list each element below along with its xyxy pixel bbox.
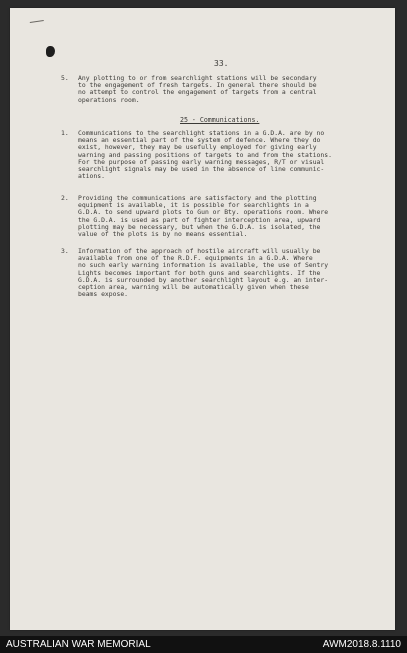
footer-accession-number: AWM2018.8.1110 bbox=[322, 639, 401, 650]
section-heading: 25 - Communications. bbox=[180, 116, 260, 124]
footer-bar bbox=[0, 636, 407, 653]
footer-credit: AUSTRALIAN WAR MEMORIAL bbox=[6, 639, 151, 650]
page-number: 33. bbox=[214, 59, 229, 68]
paragraph-text: Providing the communications are satisfactory and the plotting equipment is available, it is possible for searchlights in a G.D.A. to send upward plots to Gun or Bty. operations room. Where the G.D.A. is used as part of fighter interception area, upward plotting may be necessary, but when the G.D.A. is isolated, the value of the plots is by no means essential. bbox=[78, 194, 329, 239]
paragraph-text: Communications to the searchlight stations in a G.D.A. are by no means an essential part of the system of defence. Where they do exist, however, they may be usefully employed for giving early warning and passing positions of targets to and from the stations. For the purpose of passing early warning messages, R/T or visual searchlight signals may be used in the absence of line communic- ations. bbox=[78, 129, 332, 181]
paragraph-number: 3. bbox=[61, 247, 69, 255]
paragraph-number: 2. bbox=[61, 194, 69, 202]
paragraph-number: 1. bbox=[61, 129, 69, 137]
paragraph-number: 5. bbox=[61, 74, 69, 82]
paragraph-text: Any plotting to or from searchlight stations will be secondary to the engagement of fresh targets. In general there should be no attempt to control the engagement of targets from a central operations room. bbox=[78, 74, 317, 104]
edge-mark bbox=[30, 20, 44, 26]
paragraph-text: Information of the approach of hostile aircraft will usually be available from one of the R.D.F. equipments in a G.D.A. Where no such early warning information is available, the use of Sentry Lights becomes important for both guns and searchlights. If the G.D.A. is surrounded by another searchlight layout e.g. an inter- ception area, warning will be automatically given when these beams expose. bbox=[78, 247, 329, 299]
punch-hole bbox=[46, 46, 55, 57]
